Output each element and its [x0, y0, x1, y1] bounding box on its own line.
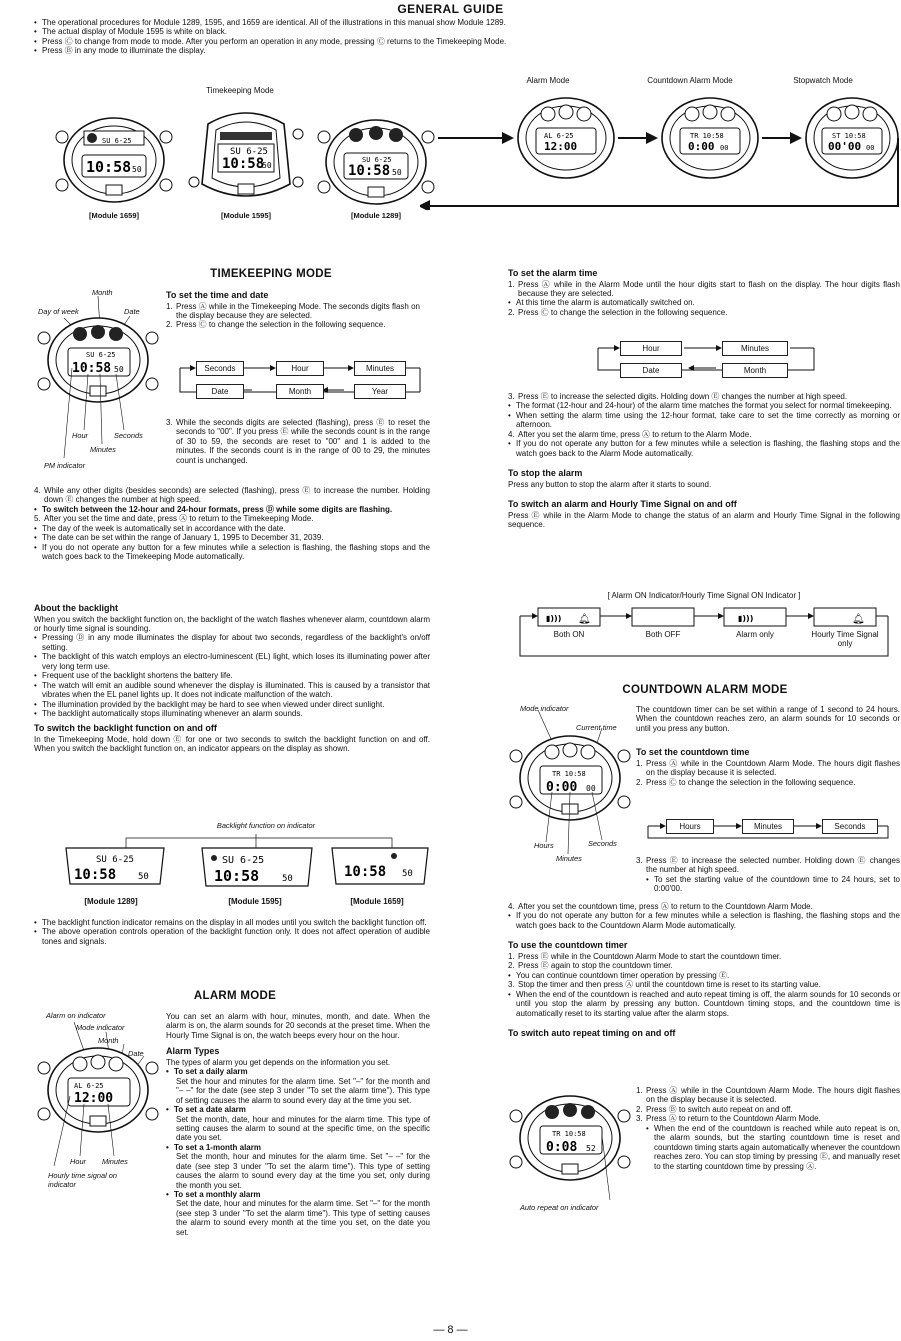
note: • When the end of the countdown is reached and auto repeat timing is off, the alarm sounds for 10 seconds or until you stop the alarm by pressing any button. Countdown timing stops, and the countdown time is automatically reset to its starting value after the alarm stops. — [508, 990, 900, 1018]
module-caption: [Module 1659] — [88, 211, 139, 220]
seq-seconds: Seconds — [196, 361, 244, 376]
note: • At this time the alarm is automatically switched on. — [508, 298, 900, 307]
backlight-title: About the backlight — [34, 603, 118, 613]
lcd-cd2-time: 0:08 — [546, 1140, 578, 1155]
watch-1659-illustration — [54, 115, 174, 205]
page-title: GENERAL GUIDE — [397, 2, 504, 16]
lcd-time-text: 10:58 — [214, 867, 260, 885]
note: • The date can be set within the range of January 1, 1995 to December 31, 2039. — [34, 533, 430, 542]
label-month: Month — [92, 288, 113, 297]
alarm-type-title: • To set a 1-month alarm — [166, 1143, 430, 1152]
seq-minutes: Minutes — [742, 819, 794, 834]
indicator-both-on: Both ON — [553, 630, 585, 639]
step: While any other digits (besides seconds) are selected (flashing), press Ⓔ to increase the number. Holding down Ⓔ changes the number at high speed. — [44, 486, 430, 505]
backlight-displays — [56, 834, 436, 900]
timekeeping-set-block: To set the time and date 1. Press Ⓐ while in the Timekeeping Mode. The seconds digits flash on the display because they are selected. 2. Press Ⓒ to change the selection in the following sequence. — [166, 290, 430, 330]
lcd-cd-top: TR 10:58 — [552, 1130, 586, 1138]
lcd-cd-sec: 00 — [720, 144, 729, 152]
lcd-seconds-text: 50 — [282, 874, 293, 884]
note: • You can continue countdown timer operation by pressing Ⓔ. — [508, 971, 900, 980]
step: Press Ⓑ to switch auto repeat on and off. — [646, 1104, 793, 1114]
step: Press Ⓐ while in the Timekeeping Mode. The seconds digits flash on the display because they are selected. — [176, 301, 420, 321]
use-countdown-title: To use the countdown timer — [508, 940, 628, 951]
note: • The format (12-hour and 24-hour) of the alarm time matches the format you select for normal timekeeping. — [508, 401, 900, 410]
alarm-type-desc: Set the month, date, hour and minutes for the alarm time. This type of setting causes the alarm to sound at the specific time, on the specific date you set. — [176, 1114, 430, 1143]
module-caption: [Module 1659] — [350, 897, 404, 906]
lcd-seconds-text: 50 — [114, 365, 124, 374]
timekeeping-step3: 3. While the seconds digits are selected (flashing), press Ⓔ to reset the seconds to "00". If you press Ⓔ while the seconds count is in the range of 30 to 59, the seconds are reset to "00" and 1 is added to the minutes. If the seconds count is in the range of 00 to 29, the minutes count is unchanged. — [166, 418, 430, 465]
note: • The backlight automatically stops illuminating whenever an alarm sounds. — [34, 709, 430, 718]
note: • The backlight of this watch employs an electro-luminescent (EL) light, which loses its illuminating power after very long term use. — [34, 652, 430, 671]
stop-alarm-title: To stop the alarm — [508, 468, 583, 479]
label-date: Date — [124, 307, 140, 316]
indicator-both-off: Both OFF — [645, 630, 681, 639]
set-time-title: To set the time and date — [166, 290, 269, 300]
lcd-date-text: SU 6-25 — [230, 147, 268, 157]
indicator-hourly-only: Hourly Time Signal only — [811, 630, 879, 649]
step: Press Ⓔ while in the Countdown Alarm Mode to start the countdown timer. — [518, 951, 782, 961]
seq-date: Date — [620, 363, 682, 378]
label-date: Date — [128, 1049, 144, 1058]
label-minutes: Minutes — [556, 854, 582, 863]
countdown-mode-label: Countdown Alarm Mode — [647, 76, 733, 85]
label-seconds: Seconds — [114, 431, 143, 440]
set-alarm-block: To set the alarm time 1. Press Ⓐ while in the Alarm Mode until the hour digits start to flash on the display. The hour digits flash because they are selected. • At this time the alarm is automatically switched on. 2. Press Ⓒ to change the selection in the following sequence. — [508, 268, 900, 317]
note: • The illumination provided by the backlight may be hard to see when viewed under direct sunlight. — [34, 700, 430, 709]
lcd-time-text: 10:58 — [72, 361, 112, 376]
switch-alarm-para: Press Ⓔ while in the Alarm Mode to change the status of an alarm and Hourly Time Signal in the following sequence. — [508, 510, 900, 530]
label-alarm-on: Alarm on indicator — [46, 1011, 106, 1020]
step: Press Ⓒ to change the selection in the following sequence. — [176, 320, 386, 330]
bell-icon: 🔔︎ — [578, 614, 591, 625]
lcd-alarm-top: AL 6-25 — [544, 132, 574, 140]
label-hour: Hour — [70, 1157, 87, 1166]
lcd-cd2-sec: 52 — [586, 1144, 596, 1153]
intro-list — [34, 18, 864, 56]
lcd-seconds-text: 50 — [392, 168, 402, 177]
countdown-step3: 3. Press Ⓔ to increase the selected number. Holding down Ⓔ changes the number at high speed. • To set the starting value of the countdown time to 24 hours, set to 0:00'00. — [636, 856, 900, 894]
module-caption: [Module 1595] — [220, 211, 271, 220]
lcd-alarm-time: 12:00 — [74, 1091, 114, 1106]
lcd-time-text: 10:58 — [344, 864, 387, 880]
step: After you set the countdown time, press Ⓐ to return to the Countdown Alarm Mode. — [518, 902, 813, 911]
lcd-time-text: 10:58 — [74, 867, 117, 883]
lcd-cd-sec: 00 — [586, 784, 596, 793]
label-hourly-signal: Hourly time signal on indicator — [48, 1171, 118, 1189]
lcd-seconds-text: 50 — [132, 165, 142, 174]
switch-alarm-title: To switch an alarm and Hourly Time Signal on and off — [508, 499, 737, 510]
stopwatch-mode-label: Stopwatch Mode — [793, 76, 853, 85]
lcd-date-text: SU 6-25 — [362, 156, 392, 164]
note: • Pressing Ⓓ in any mode illuminates the display for about two seconds, regardless of the backlight's on/off setting. — [34, 633, 430, 652]
set-alarm-rest: 3. Press Ⓔ to increase the selected digits. Holding down Ⓔ changes the number at high speed. • The format (12-hour and 24-hour) of the alarm time matches the format you select for normal timekeeping. • When setting the alarm time using the 12-hour format, take care to set the time correctly as morning or afternoon. 4. After you set the alarm time, press Ⓐ to return to the Alarm Mode. • If you do not operate any button for a few minutes while a selection is flashing, the flashing stops and the watch goes back to the Alarm Mode automatically. To stop the alarm Press any button to stop the alarm after it starts to sound. To switch an alarm and Hourly Time Signal on and off Press Ⓔ while in the Alarm Mode to change the status of an alarm and Hourly Time Signal in the following sequence. — [508, 392, 900, 530]
alarm-type-title: • To set a date alarm — [166, 1105, 430, 1114]
alarm-types-para: The types of alarm you get depends on the information you set. — [166, 1057, 391, 1067]
auto-repeat-title: To switch auto repeat timing on and off — [508, 1027, 676, 1038]
stop-alarm-para: Press any button to stop the alarm after it starts to sound. — [508, 479, 712, 489]
seq-hour: Hour — [620, 341, 682, 356]
timekeeping-mode-label: Timekeeping Mode — [206, 86, 274, 95]
lcd-seconds-text: 50 — [138, 872, 149, 882]
label-current-time: Current time — [576, 723, 617, 732]
alarm-type-desc: Set the hour and minutes for the alarm time. Set "–" for the month and "– –" for the date (see step 3 under "To set the alarm time"). This type of setting causes the alarm to sound every day at the time you set. — [176, 1076, 430, 1105]
note: • If you do not operate any button for a few minutes while a selection is flashing, the flashing stops and the watch goes back to the Alarm Mode automatically. — [508, 439, 900, 458]
lcd-date-text: SU 6-25 — [102, 137, 132, 145]
timekeeping-title: TIMEKEEPING MODE — [210, 268, 332, 280]
countdown-intro: The countdown timer can be set within a range of 1 second to 24 hours. When the countdown reaches zero, an alarm sounds for 10 seconds or until you press any button. — [636, 705, 900, 733]
intro-item: • The operational procedures for Module 1289, 1595, and 1659 are identical. All of the illustrations in this manual show Module 1289. — [34, 18, 864, 27]
alarm-intro: You can set an alarm with hour, minutes, month, and date. When the alarm is on, the alarm sounds for 20 seconds at the preset time. When the Hourly Time Signal is on, the watch beeps every hour on the hour. — [166, 1012, 430, 1040]
module-caption: [Module 1289] — [84, 897, 138, 906]
lcd-cd-time: 0:00 — [546, 780, 578, 795]
step: After you set the alarm time, press Ⓐ to return to the Alarm Mode. — [518, 429, 752, 439]
backlight-para: When you switch the backlight function on, the backlight of the watch flashes whenever alarm, countdown alarm or hourly time signal is sounding. — [34, 614, 430, 634]
label-mode-indicator: Mode indicator — [76, 1023, 125, 1032]
countdown-intro-block: The countdown timer can be set within a range of 1 second to 24 hours. When the countdown reaches zero, an alarm sounds for 10 seconds or until you press any button. To set the countdown time 1. Press Ⓐ while in the Countdown Alarm Mode. The hours digit flashes on the display because it is selected. 2. Press Ⓒ to change the selection in the following sequence. — [636, 705, 900, 787]
lcd-sw-time: 00'00 — [828, 140, 862, 153]
step: Press Ⓐ while in the Countdown Alarm Mode. The hours digit flashes on the display because it is selected. — [646, 758, 900, 778]
bell-icon: 🔔︎ — [852, 614, 865, 625]
lcd-cd-top: TR 10:58 — [690, 132, 724, 140]
lcd-date-text: SU 6-25 — [96, 855, 134, 865]
set-countdown-title: To set the countdown time — [636, 747, 750, 758]
label-mode-indicator: Mode indicator — [520, 704, 569, 713]
lcd-cd-top: TR 10:58 — [552, 770, 586, 778]
label-seconds: Seconds — [588, 839, 617, 848]
step: Press Ⓔ to increase the selected digits. Holding down Ⓔ changes the number at high speed. — [518, 392, 848, 401]
watch-1289-illustration — [316, 115, 436, 209]
alarm-type-desc: Set the month, hour and minutes for the alarm time. Set "– –" for the date (see step 3 under "To set the alarm time"). This type of setting causes the alarm to sound every day at the time you set, only during the month you set. — [176, 1152, 430, 1190]
step: Press Ⓐ while in the Alarm Mode until the hour digits start to flash on the display. The hour digits flash because they are selected. — [518, 279, 900, 299]
seq-seconds: Seconds — [822, 819, 878, 834]
indicator-alarm-only: Alarm only — [736, 630, 774, 639]
intro-item: • Press Ⓒ to change from mode to mode. After you perform an operation in any mode, pressing Ⓒ returns to the Timekeeping Mode. — [34, 37, 864, 46]
note: • When setting the alarm time using the 12-hour format, take care to set the time correctly as morning or afternoon. — [508, 411, 900, 430]
alarm-type-title: • To set a daily alarm — [166, 1067, 430, 1076]
watch-1595-illustration — [186, 104, 306, 208]
note: • If you do not operate any button for a few minutes while a selection is flashing, the flashing stops and the watch goes back to the Countdown Alarm Mode automatically. — [508, 911, 900, 930]
note: • If you do not operate any button for a few minutes while a selection is flashing, the flashing stops and the watch goes back to the Timekeeping Mode automatically. — [34, 543, 430, 562]
intro-item: • The actual display of Module 1595 is white on black. — [34, 27, 864, 36]
lcd-alarm-time: 12:00 — [544, 140, 578, 153]
svg-text:▮))): ▮))) — [546, 614, 562, 623]
step: Press Ⓐ while in the Countdown Alarm Mode. The hours digit flashes on the display because it is selected. — [646, 1086, 900, 1105]
step: • To switch between the 12-hour and 24-hour formats, press Ⓓ while some digits are flashing. — [34, 505, 430, 514]
lcd-seconds-text: 50 — [402, 869, 413, 879]
lcd-sw-top: ST 10:58 — [832, 132, 866, 140]
step: After you set the time and date, press Ⓐ to return to the Timekeeping Mode. — [44, 514, 314, 524]
seq-minutes: Minutes — [354, 361, 406, 376]
seq-month: Month — [276, 384, 324, 399]
note: • To set the starting value of the countdown time to 24 hours, set to 0:00'00. — [646, 875, 900, 894]
label-hours: Hours — [534, 841, 554, 850]
label-day-of-week: Day of week — [38, 307, 79, 316]
countdown-rest: 4. After you set the countdown time, press Ⓐ to return to the Countdown Alarm Mode. • If you do not operate any button for a few minutes while a selection is flashing, the flashing stops and the watch goes back to the Countdown Alarm Mode automatically. To use the countdown timer 1. Press Ⓔ while in the Countdown Alarm Mode to start the countdown timer. 2. Press Ⓔ again to stop the countdown timer. • You can continue countdown timer operation by pressing Ⓔ. 3. Stop the timer and then press Ⓐ until the countdown time is reset to its starting value. • When the end of the countdown is reached and auto repeat timing is off, the alarm sounds for 10 seconds or until you stop the alarm by pressing any button. Countdown timing stops, and the countdown time is automatically reset to its starting value after the alarm stops. To switch auto repeat timing on and off — [508, 902, 900, 1040]
backlight-switch-title: To switch the backlight function on and off — [34, 723, 217, 734]
lcd-time-text: 10:58 — [348, 163, 391, 179]
note: • The day of the week is automatically set in accordance with the date. — [34, 524, 430, 533]
lcd-time-text: 10:58 — [222, 156, 265, 172]
backlight-switch-para: In the Timekeeping Mode, hold down Ⓔ for one or two seconds to switch the backlight function on and off. When you switch the backlight function on, an indicator appears on the display as shown. — [34, 735, 430, 754]
label-minutes: Minutes — [90, 445, 116, 454]
note: • The backlight function indicator remains on the display in all modes until you switch the backlight function off. — [34, 918, 430, 927]
lcd-sw-sec: 00 — [866, 144, 875, 152]
label-auto-repeat: Auto repeat on indicator — [520, 1203, 599, 1212]
seq-minutes: Minutes — [722, 341, 788, 356]
lcd-date-text: SU 6-25 — [86, 351, 116, 359]
alarm-title: ALARM MODE — [193, 990, 277, 1002]
countdown-title: COUNTDOWN ALARM MODE — [622, 684, 788, 696]
auto-repeat-steps: 1. Press Ⓐ while in the Countdown Alarm Mode. The hours digit flashes on the display because it is selected. 2. Press Ⓑ to switch auto repeat on and off. 3. Press Ⓐ to return to the Countdown Alarm Mode. • When the end of the countdown is reached while auto repeat is on, the alarm sounds, but the starting countdown time is reset and countdown timing starts again automatically whenever the countdown reaches zero. You can stop timing by pressing Ⓔ, and manually reset to the starting countdown time by pressing Ⓐ. — [636, 1086, 900, 1171]
note: • The watch will emit an audible sound whenever the display is illuminated. This is caused by a transistor that vibrates when the EL panel lights up. It does not indicate malfunction of the watch. — [34, 681, 430, 700]
note: • Frequent use of the backlight shortens the battery life. — [34, 671, 430, 680]
label-hour: Hour — [72, 431, 89, 440]
seq-date: Date — [196, 384, 244, 399]
mode-sequence-diagram — [420, 86, 900, 210]
backlight-section — [34, 598, 430, 754]
lcd-time-text: 10:58 — [86, 158, 132, 176]
alarm-body — [166, 1012, 430, 1237]
seq-hour: Hour — [276, 361, 324, 376]
set-alarm-title: To set the alarm time — [508, 268, 598, 278]
stopwatch-mode-watch — [806, 98, 898, 178]
seq-year: Year — [354, 384, 406, 399]
alarm-mode-watch — [518, 98, 614, 178]
step: While the seconds digits are selected (flashing), press Ⓔ to reset the seconds to "00". If you press Ⓔ while the seconds count is in the range of 30 to 59, the seconds are reset to "00" and 1 is added to the minutes. If the seconds count is in the range of 00 to 29, the minutes count is unchanged. — [176, 418, 430, 465]
lcd-date-text: SU 6-25 — [222, 855, 265, 866]
backlight-after-notes — [34, 918, 430, 946]
page-number: — 8 — — [433, 1324, 468, 1336]
countdown-mode-watch — [662, 98, 758, 178]
module-caption: [Module 1595] — [228, 897, 282, 906]
label-pm-indicator: PM indicator — [44, 461, 86, 470]
step: Press Ⓒ to change the selection in the following sequence. — [646, 777, 856, 787]
alarm-type-desc: Set the date, hour and minutes for the alarm time. Set "–" for the month (see step 3 under "To set the alarm time"). This type of setting causes the alarm to sound every month at the time you set, on the date you set. — [176, 1199, 430, 1237]
intro-item: • Press Ⓑ in any mode to illuminate the display. — [34, 46, 864, 55]
auto-repeat-watch-diagram — [506, 1088, 636, 1218]
step: Press Ⓒ to change the selection in the following sequence. — [518, 307, 728, 317]
seq-month: Month — [722, 363, 788, 378]
step: Press Ⓔ again to stop the countdown timer. — [518, 961, 673, 971]
lcd-alarm-top: AL 6-25 — [74, 1082, 104, 1090]
step: Stop the timer and then press Ⓐ until the countdown time is reset to its starting value. — [518, 980, 821, 990]
seq-hours: Hours — [666, 819, 714, 834]
note: • When the end of the countdown is reached while auto repeat is on, the alarm sounds, but the starting countdown time is reset and countdown timing starts again automatically whenever the countdown reaches zero. You can stop timing by pressing Ⓔ, and manually reset to the starting countdown time by pressing Ⓐ. — [646, 1124, 900, 1171]
alarm-mode-label: Alarm Mode — [526, 76, 570, 85]
lcd-seconds-text: 50 — [262, 161, 272, 170]
label-minutes: Minutes — [102, 1157, 128, 1166]
indicator-sequence-title: [ Alarm ON Indicator/Hourly Time Signal ON Indicator ] — [607, 591, 801, 600]
timekeeping-steps-rest: 4. While any other digits (besides seconds) are selected (flashing), press Ⓔ to increase the number. Holding down Ⓔ changes the number at high speed. • To switch between the 12-hour and 24-hour formats, press Ⓓ while some digits are flashing. 5. After you set the time and date, press Ⓐ to return to the Timekeeping Mode. • The day of the week is automatically set in accordance with the date. • The date can be set within the range of January 1, 1995 to December 31, 2039. • If you do not operate any button for a few minutes while a selection is flashing, the flashing stops and the watch goes back to the Timekeeping Mode automatically. — [34, 486, 430, 562]
svg-text:▮))): ▮))) — [738, 614, 754, 623]
note: • The above operation controls operation of the backlight function only. It does not affect operation of audible tones and signals. — [34, 927, 430, 946]
step: Press Ⓐ to return to the Countdown Alarm Mode. — [646, 1114, 821, 1124]
step: Press Ⓔ to increase the selected number. Holding down Ⓔ changes the number at high speed. — [646, 856, 900, 875]
backlight-indicator-label: Backlight function on indicator — [216, 821, 316, 830]
module-caption: [Module 1289] — [350, 211, 401, 220]
label-month: Month — [98, 1036, 119, 1045]
lcd-cd-time: 0:00 — [688, 140, 715, 153]
alarm-type-title: • To set a monthly alarm — [166, 1190, 430, 1199]
alarm-types-title: Alarm Types — [166, 1046, 220, 1057]
